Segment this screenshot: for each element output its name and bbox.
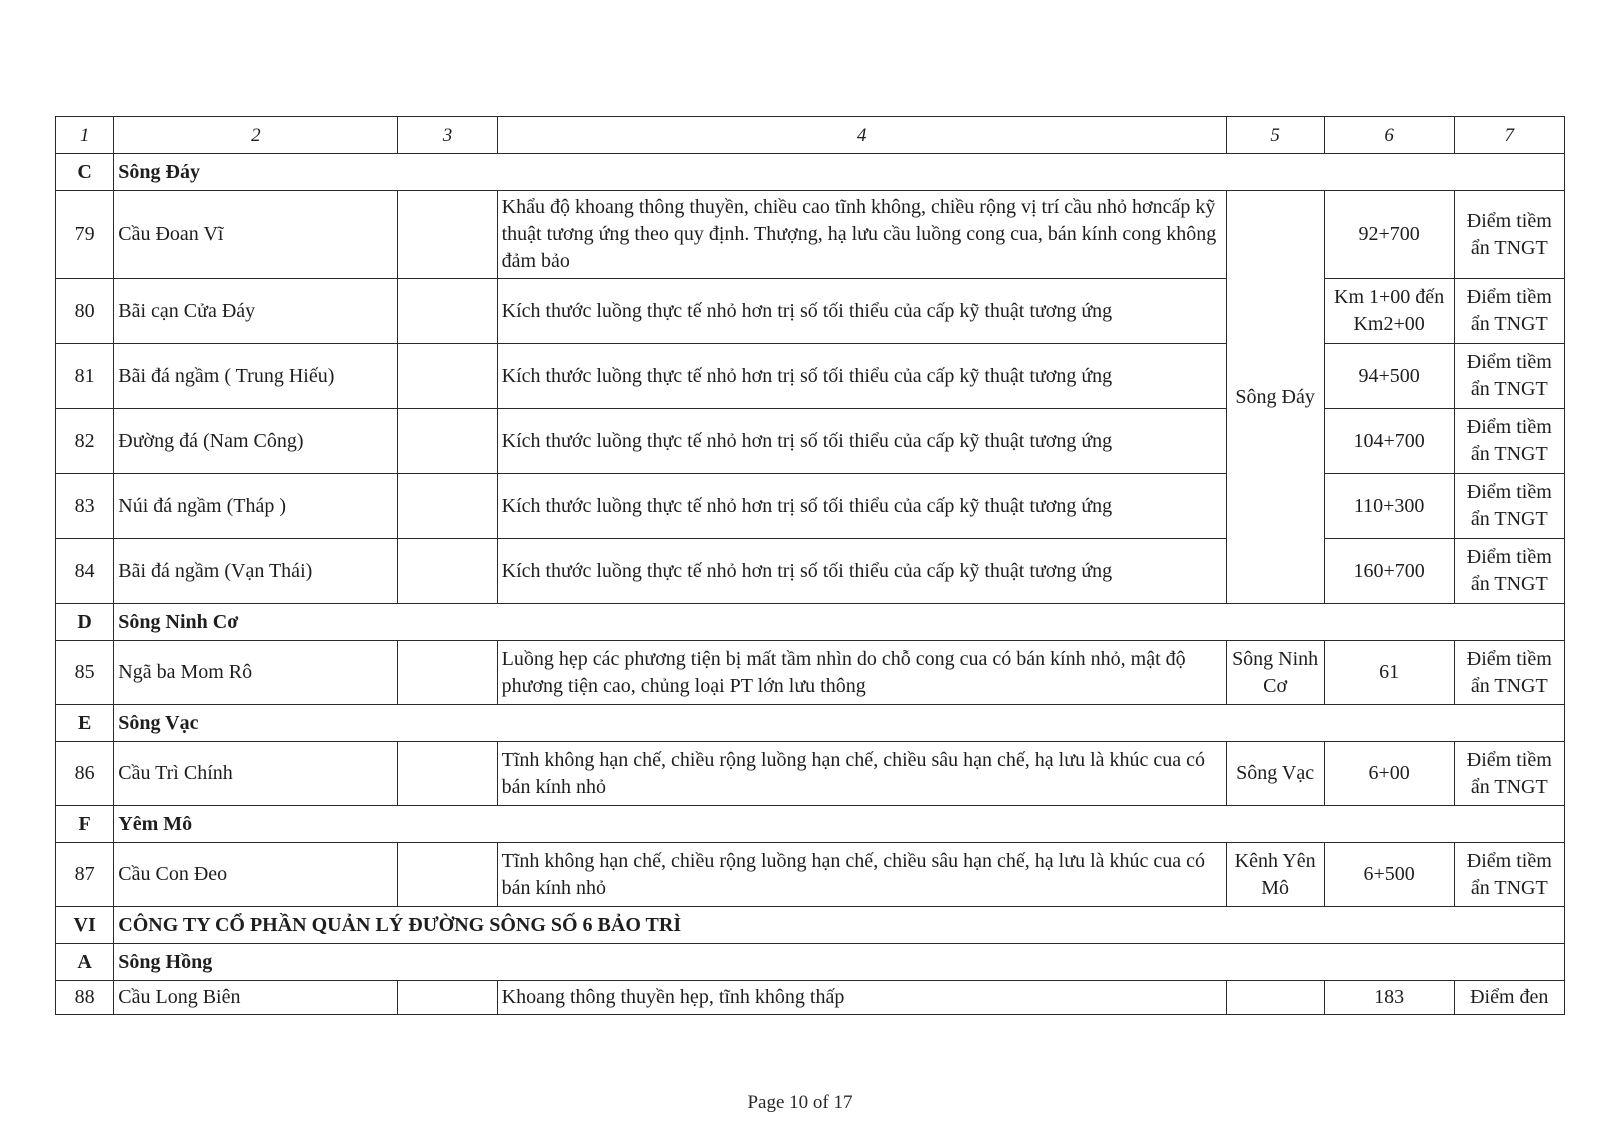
river-name [1226,981,1324,1015]
section-row-d [56,604,1565,641]
km-position: 61 [1324,641,1454,705]
section-row-a [56,944,1565,981]
row-number: 80 [56,279,114,344]
hazard-type: Điểm tiềm ẩn TNGT [1454,539,1564,604]
column-3-cell [398,843,497,907]
location-name: Bãi đá ngầm ( Trung Hiếu) [114,344,398,409]
river-name: Sông Ninh Cơ [1226,641,1324,705]
column-3-cell [398,641,497,705]
row-number: 81 [56,344,114,409]
section-row-f [56,806,1565,843]
table-row [56,539,1565,604]
location-name: Cầu Trì Chính [114,742,398,806]
location-name: Cầu Đoan Vĩ [114,191,398,279]
header-cell-6: 6 [1324,117,1454,154]
hazard-description: Kích thước luồng thực tế nhỏ hơn trị số tối thiểu của cấp kỹ thuật tương ứng [497,279,1226,344]
hazard-description: Kích thước luồng thực tế nhỏ hơn trị số tối thiểu của cấp kỹ thuật tương ứng [497,344,1226,409]
section-code: C [56,154,114,191]
km-position: 160+700 [1324,539,1454,604]
row-number: 82 [56,409,114,474]
hazard-type: Điểm tiềm ẩn TNGT [1454,191,1564,279]
hazard-description: Luồng hẹp các phương tiện bị mất tầm nhìn do chỗ cong cua có bán kính nhỏ, mật độ phương tiện cao, chủng loại PT lớn lưu thông [497,641,1226,705]
location-name: Bãi đá ngầm (Vạn Thái) [114,539,398,604]
section-title: Sông Hồng [114,944,1565,981]
hazard-type: Điểm tiềm ẩn TNGT [1454,742,1564,806]
location-name: Bãi cạn Cửa Đáy [114,279,398,344]
section-row-vi [56,907,1565,944]
header-cell-4: 4 [497,117,1226,154]
row-number: 83 [56,474,114,539]
hazard-description: Khoang thông thuyền hẹp, tĩnh không thấp [497,981,1226,1015]
river-name: Kênh Yên Mô [1226,843,1324,907]
section-row-e [56,705,1565,742]
column-3-cell [398,409,497,474]
section-title: Sông Vạc [114,705,1565,742]
row-number: 88 [56,981,114,1015]
column-3-cell [398,191,497,279]
table-row [56,474,1565,539]
column-3-cell [398,279,497,344]
table-row [56,742,1565,806]
location-name: Núi đá ngầm (Tháp ) [114,474,398,539]
section-title: CÔNG TY CỔ PHẦN QUẢN LÝ ĐƯỜNG SÔNG SỐ 6 BẢO TRÌ [114,907,1565,944]
km-position: 6+00 [1324,742,1454,806]
hazard-type: Điểm tiềm ẩn TNGT [1454,344,1564,409]
km-position: 92+700 [1324,191,1454,279]
hazard-type: Điểm tiềm ẩn TNGT [1454,409,1564,474]
location-name: Đường đá (Nam Công) [114,409,398,474]
column-number-header-row [56,117,1565,154]
km-position: 6+500 [1324,843,1454,907]
section-code: A [56,944,114,981]
section-title: Sông Đáy [114,154,1565,191]
page-number: Page 10 of 17 [747,1092,853,1113]
hazard-description: Kích thước luồng thực tế nhỏ hơn trị số tối thiểu của cấp kỹ thuật tương ứng [497,539,1226,604]
hazard-description: Kích thước luồng thực tế nhỏ hơn trị số tối thiểu của cấp kỹ thuật tương ứng [497,409,1226,474]
section-title: Yêm Mô [114,806,1565,843]
km-position: Km 1+00 đến Km2+00 [1324,279,1454,344]
column-3-cell [398,344,497,409]
hazard-description: Tĩnh không hạn chế, chiều rộng luồng hạn chế, chiều sâu hạn chế, hạ lưu là khúc cua có bán kính nhỏ [497,742,1226,806]
river-name: Sông Vạc [1226,742,1324,806]
km-position: 110+300 [1324,474,1454,539]
km-position: 183 [1324,981,1454,1015]
column-3-cell [398,474,497,539]
row-number: 85 [56,641,114,705]
header-cell-7: 7 [1454,117,1564,154]
hazard-points-table [55,116,1565,1015]
header-cell-5: 5 [1226,117,1324,154]
hazard-description: Tĩnh không hạn chế, chiều rộng luồng hạn chế, chiều sâu hạn chế, hạ lưu là khúc cua có bán kính nhỏ [497,843,1226,907]
header-cell-1: 1 [56,117,114,154]
row-number: 84 [56,539,114,604]
hazard-description: Kích thước luồng thực tế nhỏ hơn trị số tối thiểu của cấp kỹ thuật tương ứng [497,474,1226,539]
hazard-type: Điểm tiềm ẩn TNGT [1454,474,1564,539]
section-title: Sông Ninh Cơ [114,604,1565,641]
table-row [56,344,1565,409]
header-cell-2: 2 [114,117,398,154]
km-position: 104+700 [1324,409,1454,474]
hazard-description: Khẩu độ khoang thông thuyền, chiều cao tĩnh không, chiều rộng vị trí cầu nhỏ hơncấp kỹ thuật tương ứng theo quy định. Thượng, hạ lưu cầu luồng cong cua, bán kính cong không đảm bảo [497,191,1226,279]
section-code: E [56,705,114,742]
table-row [56,843,1565,907]
location-name: Cầu Con Đeo [114,843,398,907]
hazard-type: Điểm tiềm ẩn TNGT [1454,843,1564,907]
hazard-type: Điểm tiềm ẩn TNGT [1454,641,1564,705]
header-cell-3: 3 [398,117,497,154]
column-3-cell [398,539,497,604]
row-number: 86 [56,742,114,806]
row-number: 87 [56,843,114,907]
column-3-cell [398,742,497,806]
location-name: Cầu Long Biên [114,981,398,1015]
section-code: D [56,604,114,641]
river-name-song-day: Sông Đáy [1226,191,1324,604]
table-row [56,641,1565,705]
section-row-c [56,154,1565,191]
row-number: 79 [56,191,114,279]
column-3-cell [398,981,497,1015]
km-position: 94+500 [1324,344,1454,409]
table-row [56,409,1565,474]
table-row [56,981,1565,1015]
section-code: VI [56,907,114,944]
location-name: Ngã ba Mom Rô [114,641,398,705]
table-row [56,279,1565,344]
hazard-type: Điểm đen [1454,981,1564,1015]
hazard-type: Điểm tiềm ẩn TNGT [1454,279,1564,344]
section-code: F [56,806,114,843]
table-row [56,191,1565,279]
